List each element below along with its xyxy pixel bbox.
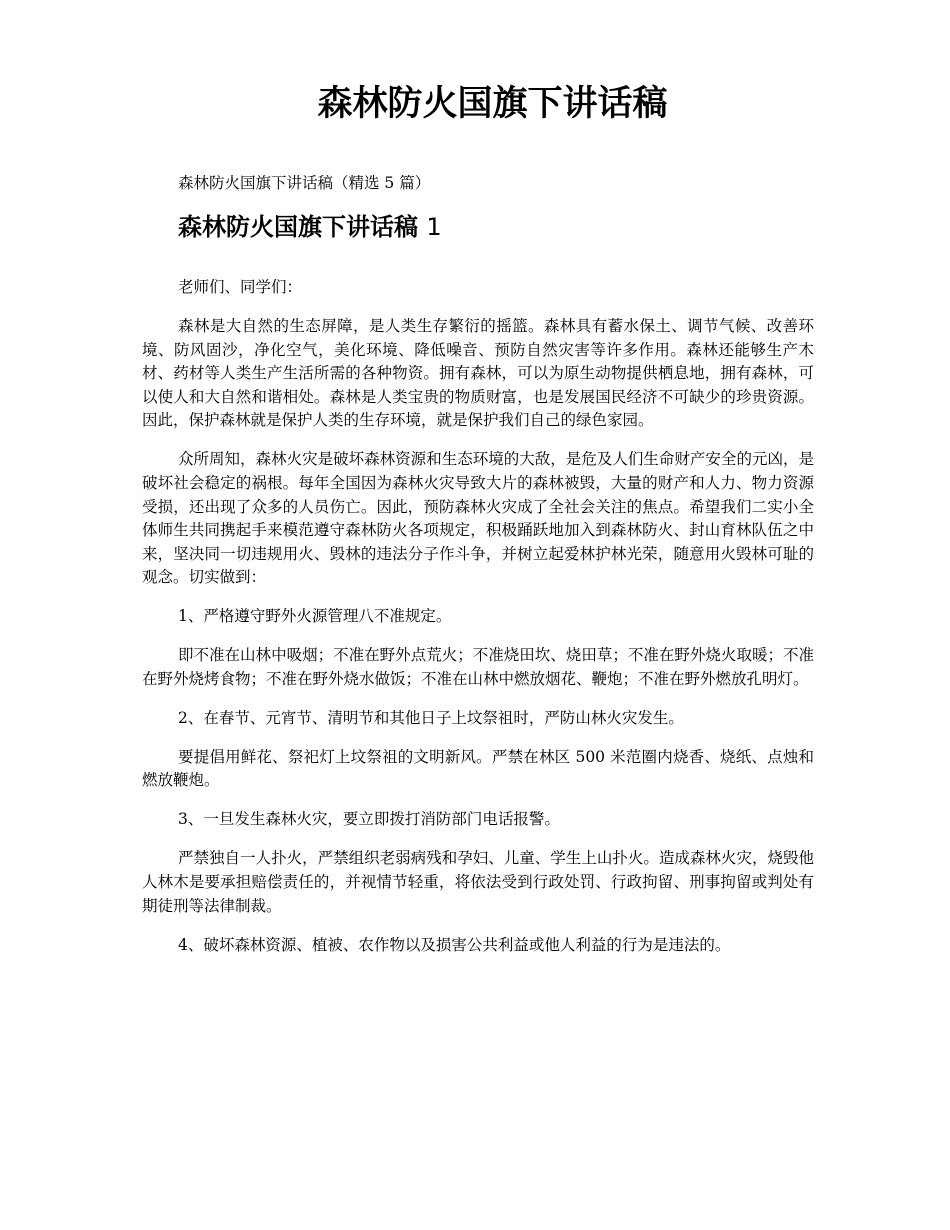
list-item: 3、一旦发生森林火灾，要立即拨打消防部门电话报警。 [178, 810, 560, 829]
paragraph: 即不准在山林中吸烟；不准在野外点荒火；不准烧田坎、烧田草；不准在野外烧火取暖；不准在野外烧烤食物；不准在野外烧水做饭；不准在山林中燃放烟花、鞭炮；不准在野外燃放孔明灯。 [142, 646, 814, 688]
document-subtitle: 森林防火国旗下讲话稿（精选 5 篇） [178, 174, 431, 192]
paragraph: 众所周知，森林火灾是破坏森林资源和生态环境的大敌，是危及人们生命财产安全的元凶，是破坏社会稳定的祸根。每年全国因为森林火灾导致大片的森林被毁，大量的财产和人力、物力资源受损，还出现了众多的人员伤亡。因此，预防森林火灾成了全社会关注的焦点。希望我们二实小全体师生共同携起手来模范遵守森林防火各项规定，积极踊跃地加入到森林防火、封山育林队伍之中来，坚决同一切违规用火、毁林的违法分子作斗争，并树立起爱林护林光荣，随意用火毁林可耻的观念。切实做到： [142, 450, 814, 587]
salutation: 老师们、同学们： [178, 278, 303, 296]
section-heading [178, 210, 442, 244]
document-title: 森林防火国旗下讲话稿 [317, 84, 668, 124]
list-item: 4、破坏森林资源、植被、农作物以及损害公共利益或他人利益的行为是违法的。 [178, 935, 731, 954]
section-heading-number: 1 [426, 213, 442, 241]
section-heading-text: 森林防火国旗下讲话稿 [178, 213, 418, 241]
list-item: 1、严格遵守野外火源管理八不准规定。 [178, 607, 452, 626]
paragraph: 要提倡用鲜花、祭祀灯上坟祭祖的文明新风。严禁在林区 500 米范圈内烧香、烧纸、点烛和燃放鞭炮。 [142, 747, 814, 790]
list-item: 2、在春节、元宵节、清明节和其他日子上坟祭祖时，严防山林火灾发生。 [178, 708, 684, 727]
paragraph: 严禁独自一人扑火，严禁组织老弱病残和孕妇、儿童、学生上山扑火。造成森林火灾，烧毁他人林木是要承担赔偿责任的，并视情节轻重，将依法受到行政处罚、行政拘留、刑事拘留或判处有期徒刑等法律制裁。 [142, 849, 814, 915]
document-body [142, 276, 814, 973]
paragraph: 森林是大自然的生态屏障，是人类生存繁衍的摇篮。森林具有蓄水保土、调节气候、改善环境、防风固沙，净化空气，美化环境、降低噪音、预防自然灾害等许多作用。森林还能够生产木材、药材等人类生产生活所需的各种物资。拥有森林，可以为原生动物提供栖息地，拥有森林，可以使人和大自然和谐相处。森林是人类宝贵的物质财富，也是发展国民经济不可缺少的珍贵资源。因此，保护森林就是保护人类的生存环境，就是保护我们自己的绿色家园。 [142, 316, 814, 430]
